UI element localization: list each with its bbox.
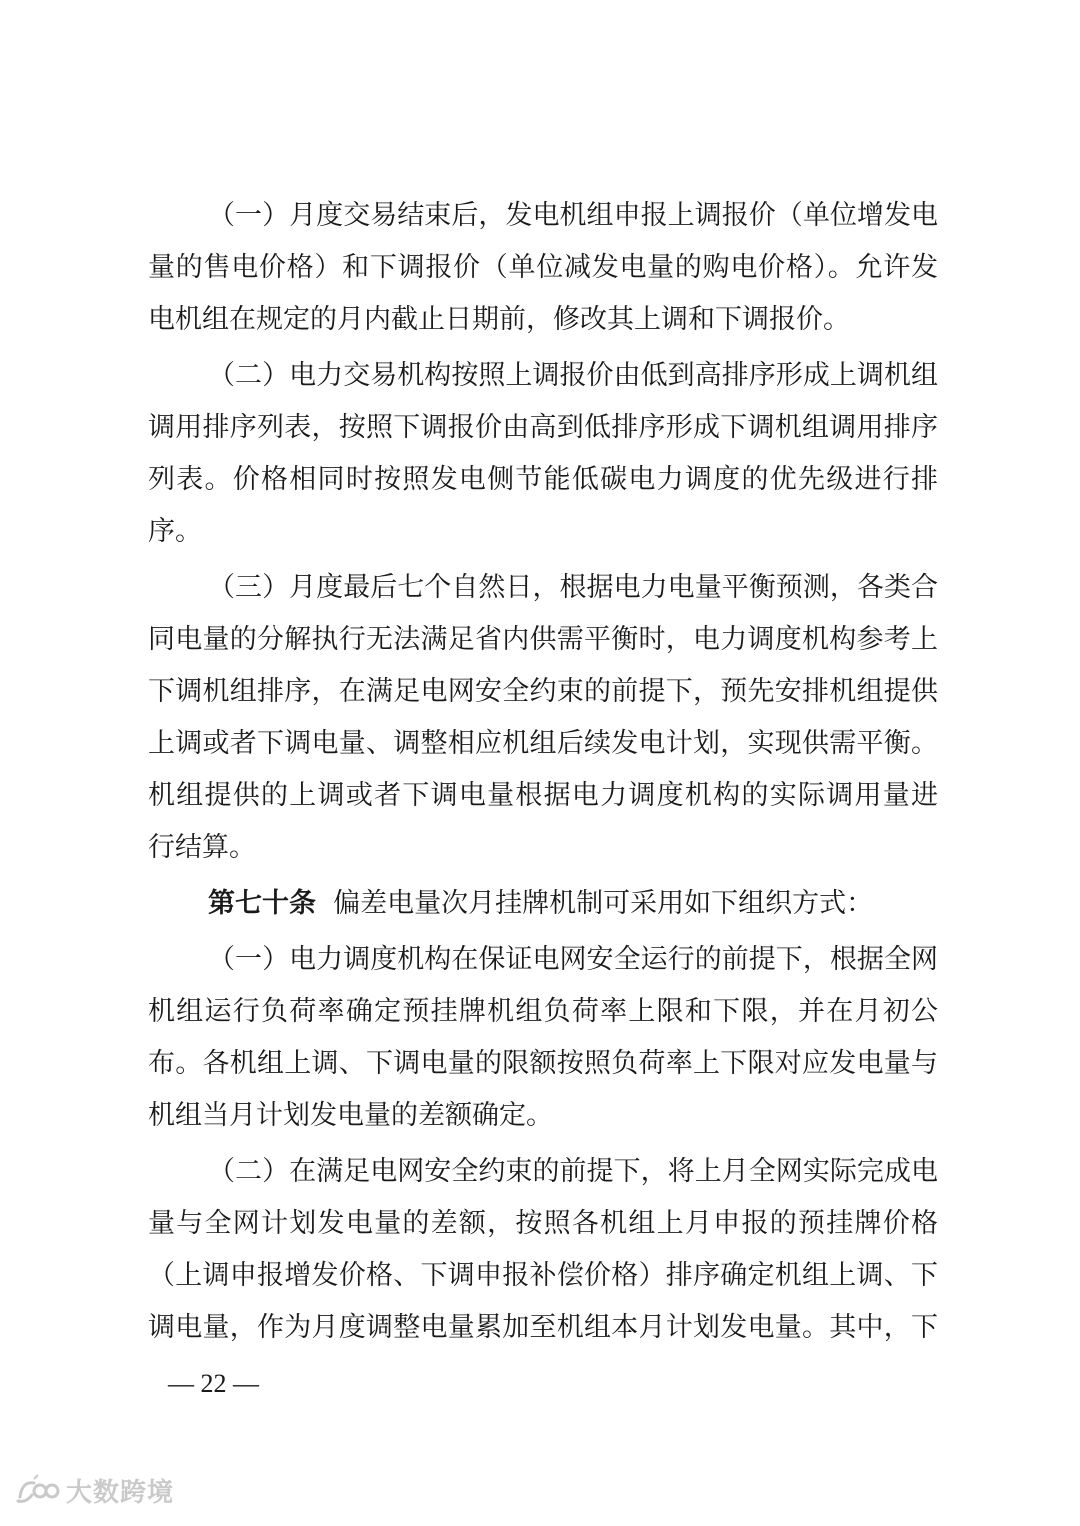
watermark — [16, 1470, 174, 1510]
p3-line-2: 同电量的分解执行无法满足省内供需平衡时，电力调度机构参考上 — [148, 624, 938, 655]
p5-line-3: 布。各机组上调、下调电量的限额按照负荷率上下限对应发电量与 — [148, 1048, 938, 1079]
p3-line-6: 行结算。 — [148, 832, 256, 863]
p3-line-5: 机组提供的上调或者下调电量根据电力调度机构的实际调用量进 — [148, 780, 938, 811]
p3-line-3: 下调机组排序，在满足电网安全约束的前提下，预先安排机组提供 — [148, 676, 938, 707]
brand-logo-icon — [16, 1473, 60, 1507]
page-number: — 22 — — [168, 1369, 259, 1398]
watermark-text: 大数跨境 — [66, 1477, 175, 1508]
p5-line-2: 机组运行负荷率确定预挂牌机组负荷率上限和下限，并在月初公 — [148, 996, 938, 1027]
article-label: 第七十条 — [208, 888, 316, 919]
p6-line-3: （上调申报增发价格、下调申报补偿价格）排序确定机组上调、下 — [148, 1260, 938, 1291]
p1-line-3: 电机组在规定的月内截止日期前，修改其上调和下调报价。 — [148, 304, 850, 335]
p3-line-1: （三）月度最后七个自然日，根据电力电量平衡预测，各类合 — [208, 572, 938, 603]
article-70-line — [208, 884, 938, 924]
p6-line-2: 量与全网计划发电量的差额，按照各机组上月申报的预挂牌价格 — [148, 1208, 938, 1239]
p5-line-1: （一）电力调度机构在保证电网安全运行的前提下，根据全网 — [208, 944, 938, 975]
p2-line-2: 调用排序列表，按照下调报价由高到低排序形成下调机组调用排序 — [148, 412, 938, 443]
p2-line-3: 列表。价格相同时按照发电侧节能低碳电力调度的优先级进行排 — [148, 464, 938, 495]
p1-line-1: （一）月度交易结束后，发电机组申报上调报价（单位增发电 — [208, 200, 938, 231]
p1-line-2: 量的售电价格）和下调报价（单位减发电量的购电价格）。允许发 — [148, 252, 938, 283]
p2-line-4: 序。 — [148, 516, 202, 547]
p6-line-4: 调电量，作为月度调整电量累加至机组本月计划发电量。其中，下 — [148, 1312, 938, 1343]
p6-line-1: （二）在满足电网安全约束的前提下，将上月全网实际完成电 — [208, 1156, 938, 1187]
article-text: 偏差电量次月挂牌机制可采用如下组织方式： — [333, 888, 874, 919]
p2-line-1: （二）电力交易机构按照上调报价由低到高排序形成上调机组 — [208, 360, 938, 391]
p5-line-4: 机组当月计划发电量的差额确定。 — [148, 1100, 553, 1131]
p3-line-4: 上调或者下调电量、调整相应机组后续发电计划，实现供需平衡。 — [148, 728, 938, 759]
